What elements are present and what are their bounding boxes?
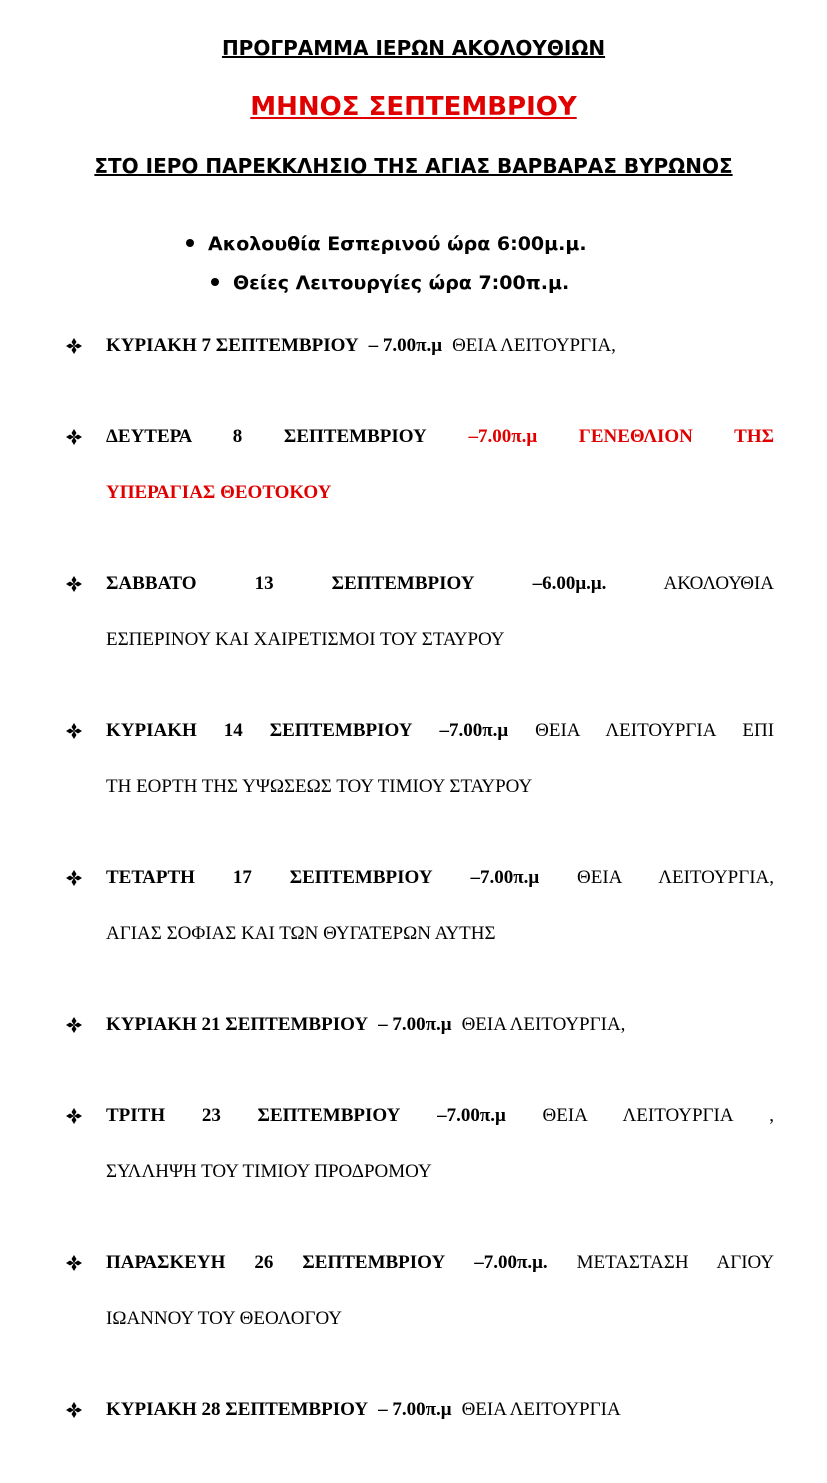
schedule-note-vespers: [186, 233, 587, 255]
list-item: [66, 419, 774, 511]
event-time: –7.00π.μ: [437, 1105, 506, 1126]
event-date: ΚΥΡΙΑΚΗ 7 ΣΕΠΤΕΜΒΡΙΟΥ: [106, 335, 359, 356]
four-diamond-icon: [66, 870, 82, 886]
event-description-continued: ΑΓΙΑΣ ΣΟΦΙΑΣ ΚΑΙ ΤΩΝ ΘΥΓΑΤΕΡΩΝ ΑΥΤΗΣ: [106, 923, 496, 944]
round-bullet-icon: [211, 278, 219, 286]
list-item: [66, 1392, 774, 1428]
event-time: – 7.00π.μ: [378, 1014, 452, 1035]
list-item: [66, 860, 774, 952]
list-item: [66, 328, 774, 364]
four-diamond-icon: [66, 429, 82, 445]
four-diamond-icon: [66, 1402, 82, 1418]
list-item: [66, 566, 774, 658]
event-time: – 7.00π.μ: [368, 335, 443, 356]
event-time: –7.00π.μ: [470, 867, 540, 888]
schedule-note-text: Θείες Λειτουργίες ώρα 7:00π.μ.: [233, 272, 570, 294]
event-description: ΘΕΙΑ ΛΕΙΤΟΥΡΓΙΑ,: [577, 867, 775, 888]
list-item: [66, 1245, 774, 1337]
list-item: [66, 1098, 774, 1190]
month-title: ΜΗΝΟΣ ΣΕΠΤΕΜΒΡΙΟΥ: [250, 92, 577, 122]
event-list: [66, 328, 774, 1483]
round-bullet-icon: [186, 239, 194, 247]
four-diamond-icon: [66, 723, 82, 739]
event-time: – 7.00π.μ: [378, 1399, 452, 1420]
event-description-continued: ΤΗ ΕΟΡΤΗ ΤΗΣ ΥΨΩΣΕΩΣ ΤΟΥ ΤΙΜΙΟΥ ΣΤΑΥΡΟΥ: [106, 776, 533, 797]
list-item: [66, 1007, 774, 1043]
location-title: ΣΤΟ ΙΕΡΟ ΠΑΡΕΚΚΛΗΣΙΟ ΤΗΣ ΑΓΙΑΣ ΒΑΡΒΑΡΑΣ ΒΥΡΩΝΟΣ: [94, 154, 733, 178]
event-date: ΣΑΒΒΑΤΟ 13 ΣΕΠΤΕΜΒΡΙΟΥ: [106, 573, 475, 594]
event-date: ΚΥΡΙΑΚΗ 28 ΣΕΠΤΕΜΒΡΙΟΥ: [106, 1399, 369, 1420]
event-description: ΘΕΙΑ ΛΕΙΤΟΥΡΓΙΑ: [461, 1399, 621, 1420]
event-description: ΘΕΙΑ ΛΕΙΤΟΥΡΓΙΑ ,: [542, 1105, 774, 1126]
four-diamond-icon: [66, 1255, 82, 1271]
event-date: ΤΡΙΤΗ 23 ΣΕΠΤΕΜΒΡΙΟΥ: [106, 1105, 401, 1126]
event-description: ΘΕΙΑ ΛΕΙΤΟΥΡΓΙΑ,: [461, 1014, 626, 1035]
four-diamond-icon: [66, 1017, 82, 1033]
four-diamond-icon: [66, 338, 82, 354]
four-diamond-icon: [66, 576, 82, 592]
event-date: ΠΑΡΑΣΚΕΥΗ 26 ΣΕΠΤΕΜΒΡΙΟΥ: [106, 1252, 446, 1273]
event-description: ΑΚΟΛΟΥΘΙΑ: [663, 573, 775, 594]
schedule-note-text: Ακολουθία Εσπερινού ώρα 6:00μ.μ.: [208, 233, 587, 255]
event-description: ΘΕΙΑ ΛΕΙΤΟΥΡΓΙΑ,: [452, 335, 616, 356]
event-date: ΚΥΡΙΑΚΗ 14 ΣΕΠΤΕΜΒΡΙΟΥ: [106, 720, 413, 741]
four-diamond-icon: [66, 1108, 82, 1124]
event-description: ΘΕΙΑ ΛΕΙΤΟΥΡΓΙΑ ΕΠΙ: [535, 720, 775, 741]
list-item: [66, 713, 774, 805]
schedule-note-liturgy: [211, 272, 569, 294]
document-title: ΠΡΟΓΡΑΜΜΑ ΙΕΡΩΝ ΑΚΟΛΟΥΘΙΩΝ: [221, 36, 606, 60]
event-description: ΜΕΤΑΣΤΑΣΗ ΑΓΙΟΥ: [576, 1252, 775, 1273]
event-description-continued: ΥΠΕΡΑΓΙΑΣ ΘΕΟΤΟΚΟΥ: [106, 482, 332, 503]
event-description: ΓΕΝΕΘΛΙΟΝ ΤΗΣ: [578, 426, 775, 447]
event-time: –6.00μ.μ.: [532, 573, 607, 594]
event-description-continued: ΙΩΑΝΝΟΥ ΤΟΥ ΘΕΟΛΟΓΟΥ: [106, 1308, 342, 1329]
event-time: –7.00π.μ.: [474, 1252, 548, 1273]
event-time: –7.00π.μ: [439, 720, 509, 741]
event-date: ΚΥΡΙΑΚΗ 21 ΣΕΠΤΕΜΒΡΙΟΥ: [106, 1014, 369, 1035]
event-time: –7.00π.μ: [468, 426, 538, 447]
event-description-continued: ΣΥΛΛΗΨΗ ΤΟΥ ΤΙΜΙΟΥ ΠΡΟΔΡΟΜΟΥ: [106, 1161, 432, 1182]
event-description-continued: ΕΣΠΕΡΙΝΟΥ ΚΑΙ ΧΑΙΡΕΤΙΣΜΟΙ ΤΟΥ ΣΤΑΥΡΟΥ: [106, 629, 505, 650]
event-date: ΤΕΤΑΡΤΗ 17 ΣΕΠΤΕΜΒΡΙΟΥ: [106, 867, 433, 888]
event-date: ΔΕΥΤΕΡΑ 8 ΣΕΠΤΕΜΒΡΙΟΥ: [106, 426, 427, 447]
